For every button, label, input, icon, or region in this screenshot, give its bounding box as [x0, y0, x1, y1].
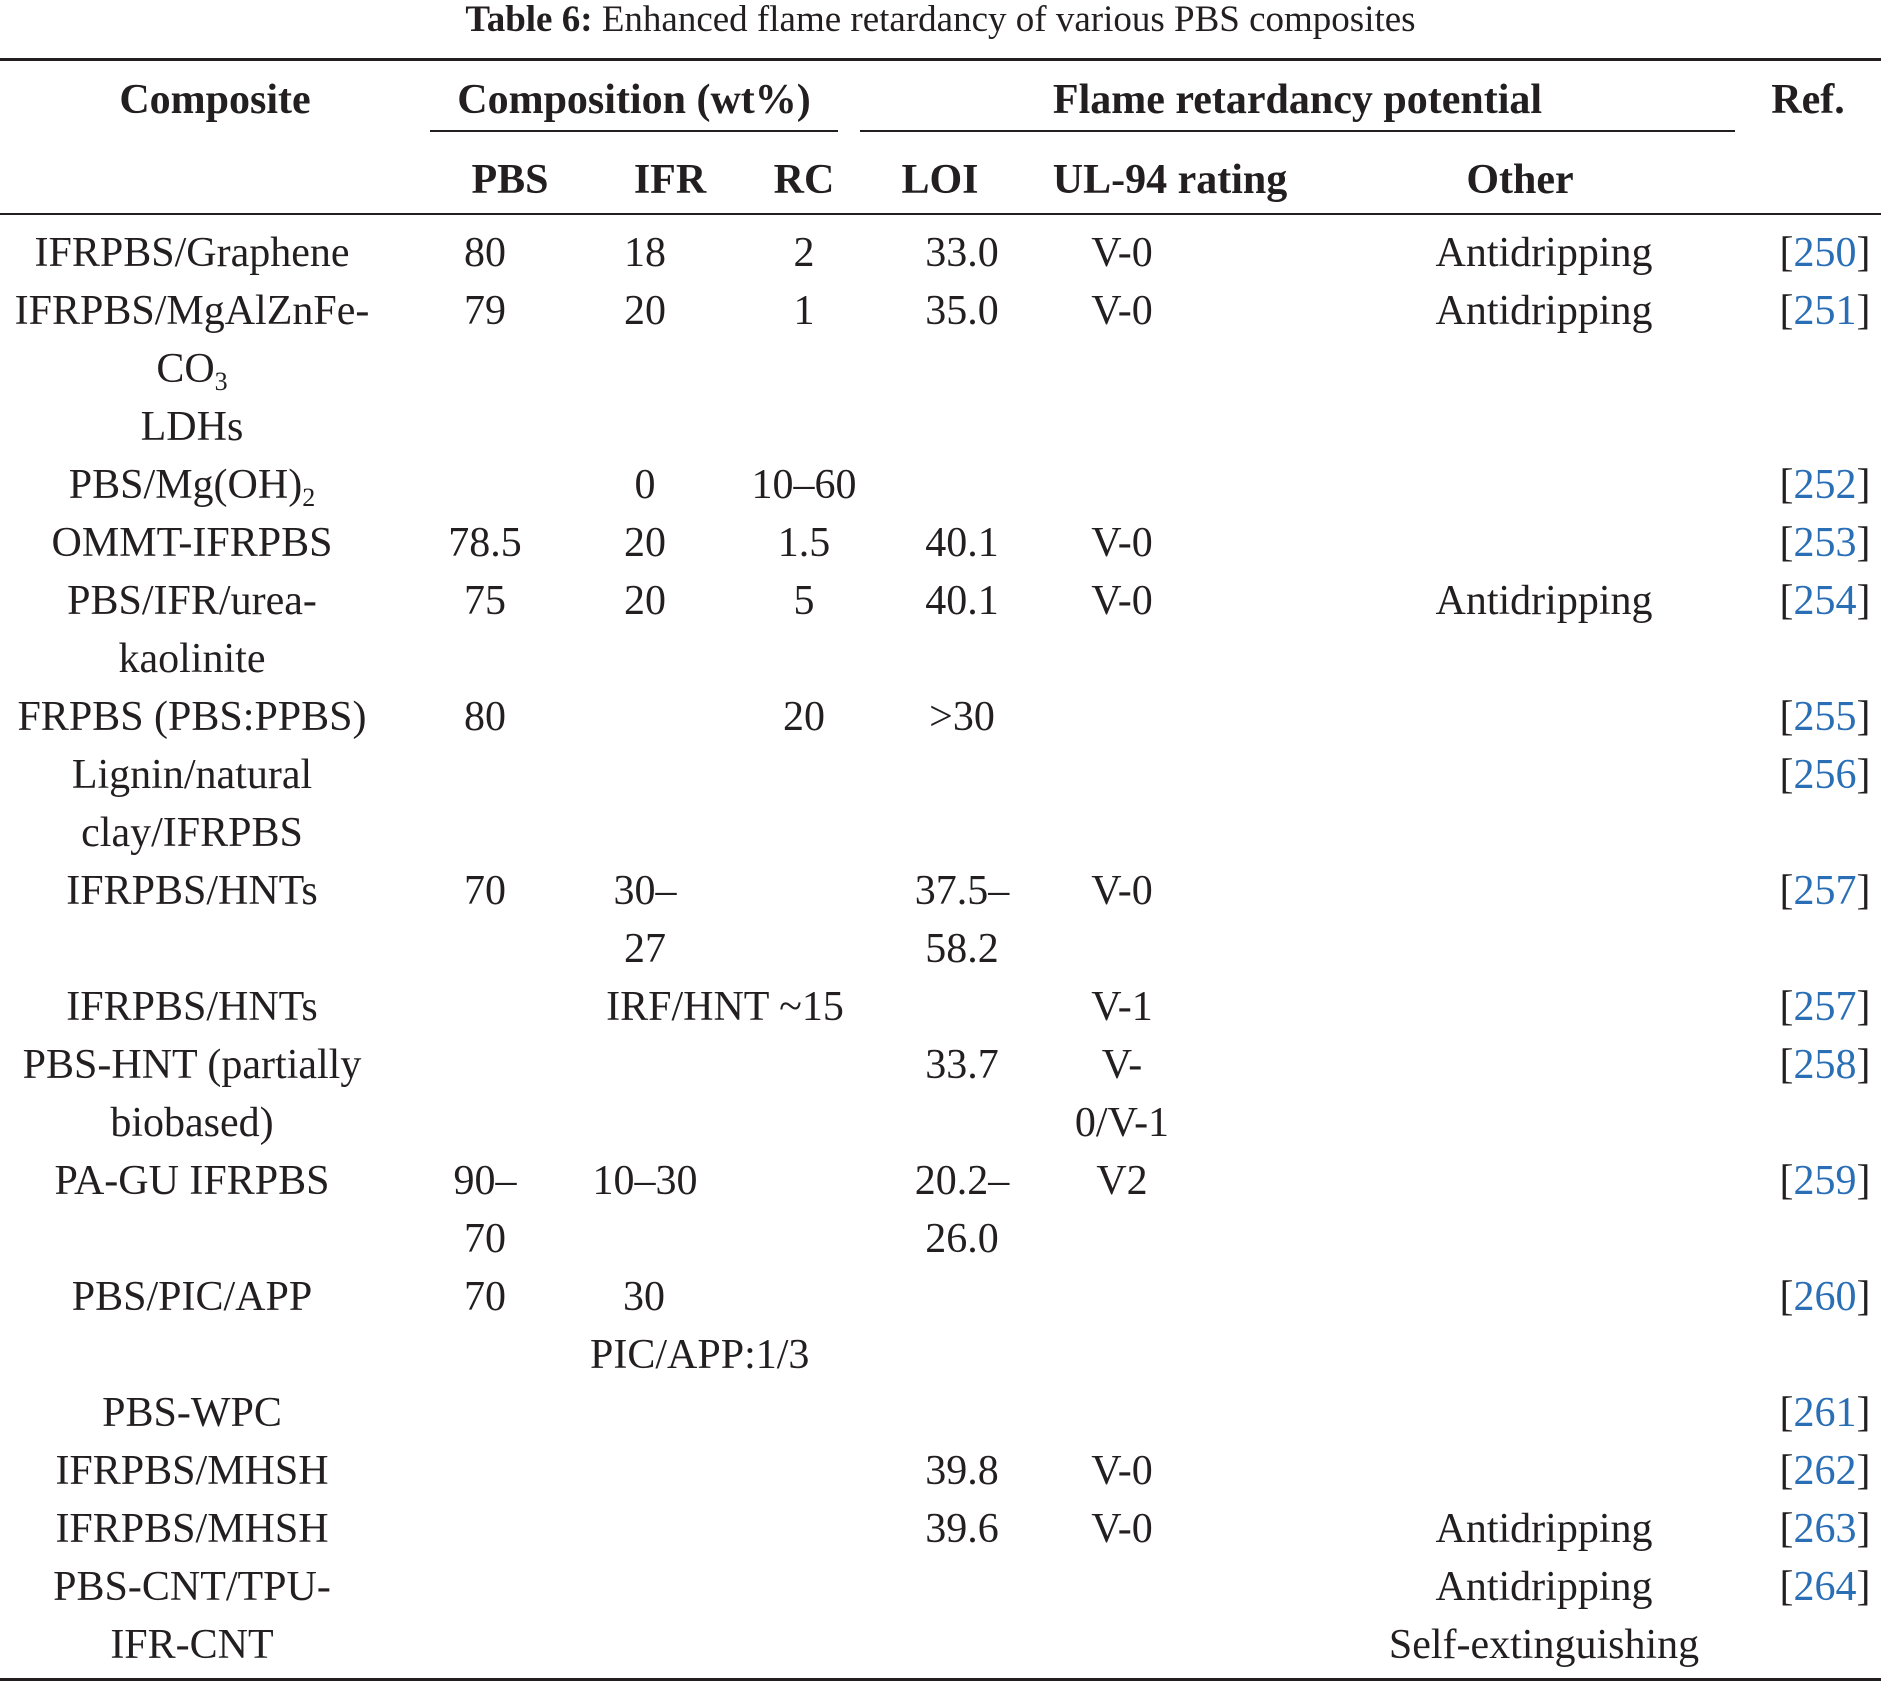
table-cell-rc: 5: [793, 578, 815, 624]
ifr-line: 30: [623, 1274, 665, 1320]
table-cell-composite: IFRPBS/MHSH: [55, 1506, 329, 1552]
ref-link[interactable]: 257: [1793, 984, 1857, 1030]
ifr-line: 30–: [613, 868, 677, 914]
table-cell-rc: 20: [783, 694, 825, 740]
composition-subrule: [430, 130, 838, 132]
table-cell-ref: [259]: [1779, 1158, 1871, 1204]
table-cell-composite: FRPBS (PBS:PPBS): [17, 694, 367, 740]
table-cell-ul94: V-1: [1091, 984, 1153, 1030]
header-other: Other: [1466, 157, 1574, 203]
table-cell-ul94: V-0: [1091, 578, 1153, 624]
loi-line: 58.2: [925, 926, 999, 972]
composite-line: PBS/IFR/urea-: [67, 578, 317, 624]
table-cell-other: Antidripping: [1435, 578, 1653, 624]
header-composition: Composition (wt%): [457, 77, 811, 123]
table-cell-other: [1374, 1558, 1714, 1674]
table-cell-ref: [254]: [1779, 578, 1871, 624]
table-cell-other: Antidripping: [1435, 1506, 1653, 1552]
header-rc: RC: [773, 157, 835, 203]
table-cell-ul94: V-0: [1091, 868, 1153, 914]
ref-link[interactable]: 257: [1793, 868, 1857, 914]
composite-line: PBS-HNT (partially: [22, 1042, 362, 1088]
table-cell-composite: [0, 572, 384, 688]
composite-subscript: 2: [302, 483, 316, 512]
loi-line: 20.2–: [914, 1158, 1010, 1204]
table-cell-rc: 1: [793, 288, 815, 334]
table-cell-ref: [257]: [1779, 868, 1871, 914]
ifr-line: 27: [624, 926, 666, 972]
ref-link[interactable]: 262: [1793, 1448, 1857, 1494]
ref-link[interactable]: 255: [1793, 694, 1857, 740]
table-caption: [0, 0, 1881, 40]
composite-line: biobased): [110, 1100, 274, 1146]
flame-subrule: [860, 130, 1735, 132]
table-cell-composite: PA-GU IFRPBS: [54, 1158, 330, 1204]
loi-line: 26.0: [925, 1216, 999, 1262]
table-cell-ref: [262]: [1779, 1448, 1871, 1494]
table-cell-ref: [264]: [1779, 1564, 1871, 1610]
ref-link[interactable]: 259: [1793, 1158, 1857, 1204]
table-cell-other: Antidripping: [1435, 230, 1653, 276]
ref-link[interactable]: 250: [1793, 230, 1857, 276]
table-cell-composite: PBS-WPC: [102, 1390, 282, 1436]
table-cell-ref: [250]: [1779, 230, 1871, 276]
table-cell-other: Antidripping: [1435, 288, 1653, 334]
table-cell-loi: >30: [929, 694, 995, 740]
table-cell-ref: [258]: [1779, 1042, 1871, 1088]
ul94-line: V-: [1101, 1042, 1143, 1088]
table-cell-ref: [261]: [1779, 1390, 1871, 1436]
top-rule: [0, 58, 1881, 61]
table-cell-composite: [0, 282, 384, 456]
table-cell-ifr: 18: [624, 230, 666, 276]
ifr-line: PIC/APP:1/3: [590, 1332, 810, 1378]
header-flame-retardancy: Flame retardancy potential: [1052, 77, 1543, 123]
other-line: Antidripping: [1435, 1564, 1653, 1610]
table-cell-loi: 40.1: [925, 578, 999, 624]
table-cell-ifr: 20: [624, 578, 666, 624]
header-loi: LOI: [901, 157, 979, 203]
table-cell-composite: [0, 456, 384, 514]
pbs-line: 70: [464, 1216, 506, 1262]
table-cell-ref: [256]: [1779, 752, 1871, 798]
table-cell-ifr: IRF/HNT ~15: [606, 984, 844, 1030]
table-cell-pbs: 75: [464, 578, 506, 624]
composite-line: IFR-CNT: [110, 1622, 274, 1668]
table-cell-composite: [0, 1036, 384, 1152]
table-cell-rc: 2: [793, 230, 815, 276]
table-cell-composite: [0, 746, 384, 862]
table-cell-pbs: 70: [464, 868, 506, 914]
table-cell-loi: 33.0: [925, 230, 999, 276]
table-cell-loi: 39.8: [925, 1448, 999, 1494]
ul94-line: 0/V-1: [1074, 1100, 1170, 1146]
table-cell-ul94: V-0: [1091, 288, 1153, 334]
table-cell-ifr: 20: [624, 520, 666, 566]
composite-line: LDHs: [140, 404, 244, 450]
table-cell-ifr: 0: [634, 462, 656, 508]
pbs-line: 90–: [453, 1158, 517, 1204]
table-cell-pbs: 80: [464, 230, 506, 276]
table-cell-ref: [263]: [1779, 1506, 1871, 1552]
table-cell-pbs: 79: [464, 288, 506, 334]
ref-link[interactable]: 254: [1793, 578, 1857, 624]
table-cell-composite: IFRPBS/Graphene: [34, 230, 350, 276]
composite-formula: PBS/Mg(OH): [68, 462, 303, 508]
ref-link[interactable]: 263: [1793, 1506, 1857, 1552]
other-line: Self-extinguishing: [1388, 1622, 1700, 1668]
ref-link[interactable]: 251: [1793, 288, 1857, 334]
table-cell-composite: IFRPBS/HNTs: [66, 984, 318, 1030]
ref-link[interactable]: 253: [1793, 520, 1857, 566]
table-cell-composite: OMMT-IFRPBS: [51, 520, 333, 566]
table-cell-pbs: 70: [464, 1274, 506, 1320]
table-cell-loi: 33.7: [925, 1042, 999, 1088]
composite-line: Lignin/natural: [71, 752, 313, 798]
table-cell-loi: 39.6: [925, 1506, 999, 1552]
table-cell-pbs: 78.5: [448, 520, 522, 566]
table-cell-loi: [900, 1152, 1024, 1268]
table-cell-composite: IFRPBS/HNTs: [66, 868, 318, 914]
table-cell-ifr: [590, 1268, 830, 1384]
table-cell-ref: [252]: [1779, 462, 1871, 508]
table-cell-composite: [0, 1558, 384, 1674]
table-cell-ifr: [580, 862, 710, 978]
bottom-rule: [0, 1678, 1881, 1681]
table-cell-ref: [255]: [1779, 694, 1871, 740]
composite-line: IFRPBS/MgAlZnFe-: [14, 288, 370, 334]
table-cell-ref: [253]: [1779, 520, 1871, 566]
ref-link[interactable]: 260: [1793, 1274, 1857, 1320]
table-cell-rc: 1.5: [777, 520, 831, 566]
table-cell-loi: [900, 862, 1024, 978]
composite-line: kaolinite: [118, 636, 266, 682]
composite-subscript: 3: [214, 367, 228, 396]
header-ul94: UL-94 rating: [1052, 157, 1288, 203]
loi-line: 37.5–: [914, 868, 1010, 914]
table-cell-composite: IFRPBS/MHSH: [55, 1448, 329, 1494]
header-rule: [0, 213, 1881, 215]
table-cell-loi: 35.0: [925, 288, 999, 334]
ref-link[interactable]: 261: [1793, 1390, 1857, 1436]
table-cell-pbs: 80: [464, 694, 506, 740]
table-cell-ul94: V2: [1096, 1158, 1148, 1204]
table-cell-ref: [260]: [1779, 1274, 1871, 1320]
table-cell-pbs: [420, 1152, 550, 1268]
table-cell-ul94: [1050, 1036, 1194, 1152]
ref-link[interactable]: 258: [1793, 1042, 1857, 1088]
header-composite: Composite: [119, 77, 311, 123]
caption-label: Table 6:: [465, 0, 593, 40]
header-ref: Ref.: [1771, 77, 1845, 123]
table-cell-ref: [251]: [1779, 288, 1871, 334]
table-cell-ifr: 10–30: [592, 1158, 698, 1204]
header-pbs: PBS: [471, 157, 549, 203]
table-cell-ref: [257]: [1779, 984, 1871, 1030]
table-cell-rc: 10–60: [751, 462, 857, 508]
composite-line: clay/IFRPBS: [81, 810, 303, 856]
composite-line: PBS-CNT/TPU-: [53, 1564, 331, 1610]
ref-link[interactable]: 256: [1793, 752, 1857, 798]
ref-link[interactable]: 264: [1793, 1564, 1857, 1610]
table-cell-ul94: V-0: [1091, 520, 1153, 566]
composite-formula: CO: [156, 346, 215, 392]
table-cell-ul94: V-0: [1091, 230, 1153, 276]
table-cell-ul94: V-0: [1091, 1448, 1153, 1494]
table-cell-ul94: V-0: [1091, 1506, 1153, 1552]
header-ifr: IFR: [633, 157, 707, 203]
table-cell-ifr: 20: [624, 288, 666, 334]
composite-line: [0, 340, 384, 398]
table-cell-loi: 40.1: [925, 520, 999, 566]
ref-link[interactable]: 252: [1793, 462, 1857, 508]
caption-text: Enhanced flame retardancy of various PBS composites: [601, 0, 1416, 40]
table-cell-composite: PBS/PIC/APP: [71, 1274, 313, 1320]
